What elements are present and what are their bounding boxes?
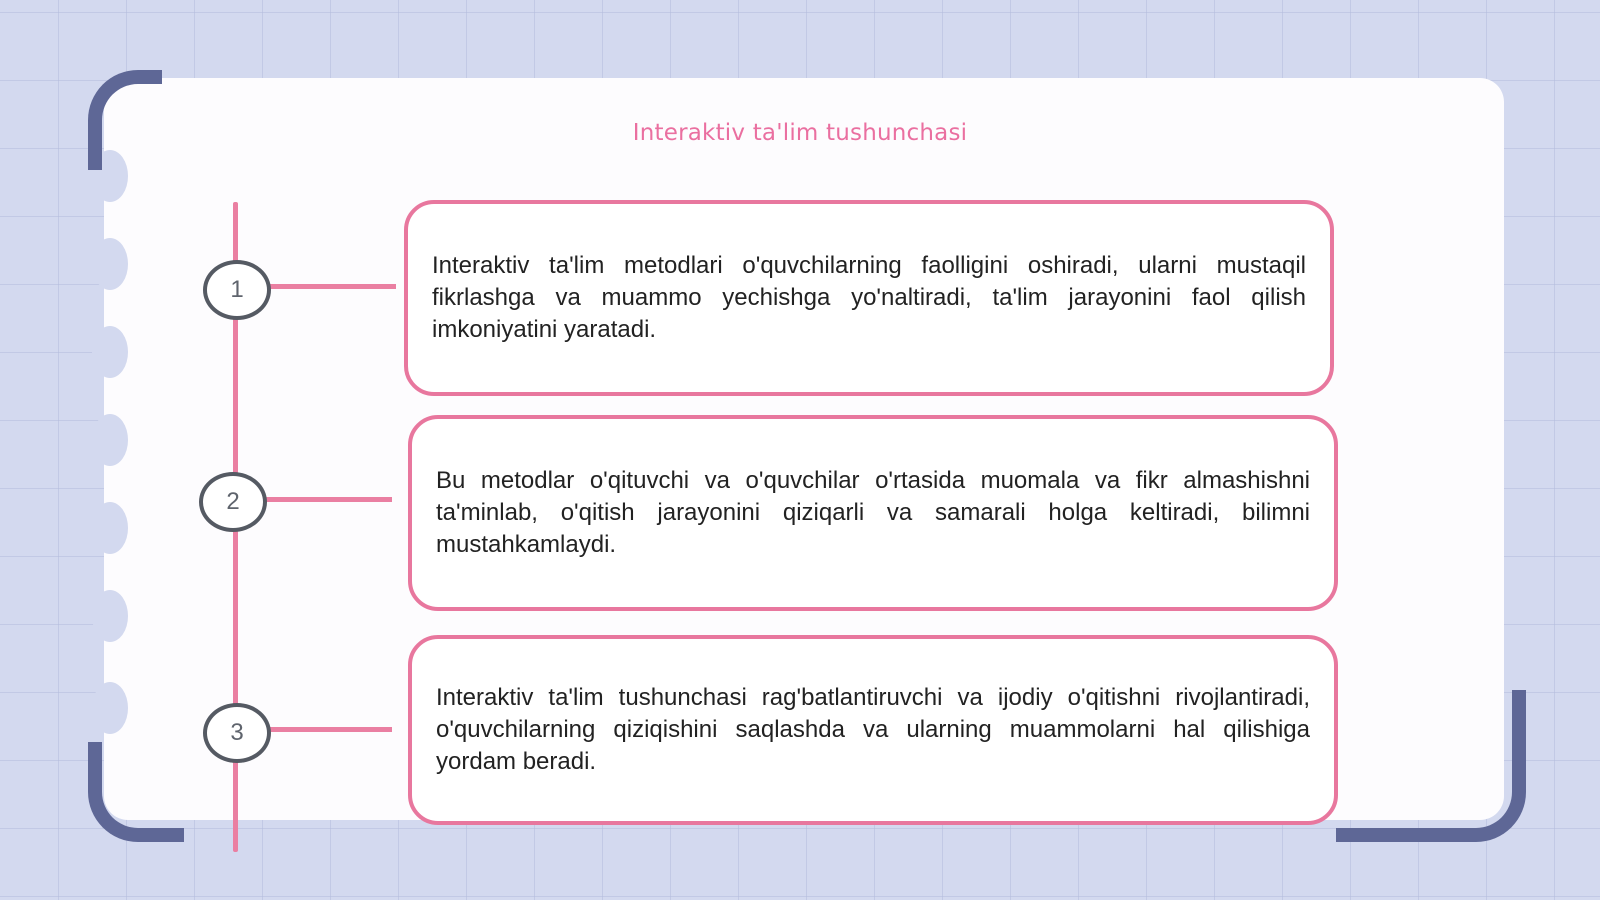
paper-scallop [92, 502, 128, 554]
timeline-connector [266, 727, 392, 732]
info-card-3 [408, 635, 1338, 825]
step-number-1: 1 [203, 260, 271, 320]
info-card-text: Interaktiv ta'lim tushunchasi rag'batlantiruvchi va ijodiy o'qitishni rivojlantiradi, o'quvchilarning qiziqishini saqlashda va ularning muammolarni hal qilishiga yordam beradi. [436, 684, 1310, 775]
paper-scallop [92, 326, 128, 378]
info-card-text: Bu metodlar o'qituvchi va o'quvchilar o'rtasida muomala va fikr almashishni ta'minlab, o'qitish jarayonini qiziqarli va samarali holga keltiradi, bilimni mustahkamlaydi. [436, 467, 1310, 558]
step-number-3: 3 [203, 703, 271, 763]
frame-corner-bottom-right [1336, 690, 1526, 842]
timeline-connector [262, 497, 392, 502]
timeline-connector [266, 284, 396, 289]
paper-scallop [92, 238, 128, 290]
slide-title: Interaktiv ta'lim tushunchasi [632, 120, 968, 146]
paper-scallop [92, 682, 128, 734]
paper-scallop [92, 414, 128, 466]
info-card-text: Interaktiv ta'lim metodlari o'quvchilarning faolligini oshiradi, ularni mustaqil fikrlashga va muammo yechishga yo'naltiradi, ta'lim jarayonini faol qilish imkoniyatini yaratadi. [432, 252, 1306, 343]
step-number-2: 2 [199, 472, 267, 532]
frame-corner-bottom-left [88, 742, 184, 842]
paper-scallop [92, 590, 128, 642]
info-card-1 [404, 200, 1334, 396]
info-card-2 [408, 415, 1338, 611]
